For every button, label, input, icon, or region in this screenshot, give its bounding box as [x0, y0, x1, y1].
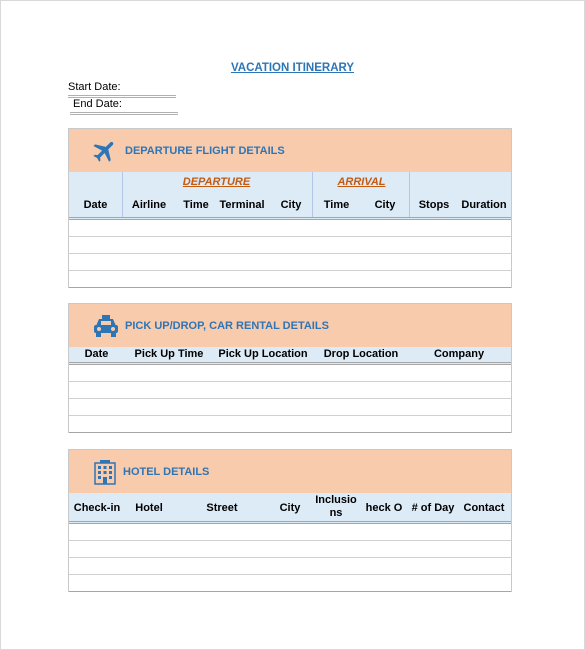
col-date: Date — [84, 348, 109, 360]
table-row[interactable] — [69, 399, 511, 416]
col-check-in: Check-in — [73, 502, 121, 514]
car-section-title: PICK UP/DROP, CAR RENTAL DETAILS — [125, 319, 329, 332]
table-row[interactable] — [69, 558, 511, 575]
col-departure-time: Time — [183, 199, 209, 211]
col-city: City — [279, 502, 301, 514]
table-row[interactable] — [69, 575, 511, 592]
page-title: VACATION ITINERARY — [230, 62, 355, 74]
car-section — [68, 303, 512, 433]
arrival-group-label: ARRIVAL — [337, 176, 386, 188]
col-date: Date — [83, 199, 108, 211]
table-row[interactable] — [69, 541, 511, 558]
hotel-section — [68, 449, 512, 592]
table-row[interactable] — [69, 220, 511, 237]
table-row[interactable] — [69, 416, 511, 433]
end-date-label: End Date: — [73, 98, 122, 110]
departure-group-label: DEPARTURE — [182, 176, 251, 188]
flight-section-header — [69, 129, 511, 172]
hotel-section-title: HOTEL DETAILS — [123, 465, 210, 478]
col-hotel: Hotel — [135, 502, 163, 514]
col-departure-city: City — [280, 199, 302, 211]
col-drop-location: Drop Location — [323, 348, 399, 360]
airplane-icon — [91, 137, 119, 165]
col-terminal: Terminal — [219, 199, 265, 211]
flight-section — [68, 128, 512, 288]
col-pickup-location: Pick Up Location — [218, 348, 308, 360]
start-date-field[interactable] — [68, 81, 176, 98]
end-date-field[interactable] — [70, 98, 178, 115]
col-arrival-time: Time — [323, 199, 350, 211]
start-date-label: Start Date: — [68, 81, 121, 93]
col-stops: Stops — [418, 199, 450, 211]
col-pickup-time: Pick Up Time — [134, 348, 204, 360]
table-row[interactable] — [69, 237, 511, 254]
flight-section-title: DEPARTURE FLIGHT DETAILS — [125, 144, 285, 157]
table-row[interactable] — [69, 382, 511, 399]
car-column-header — [69, 347, 511, 365]
hotel-column-header — [69, 493, 511, 524]
col-days: # of Day — [411, 502, 455, 514]
col-arrival-city: City — [374, 199, 396, 211]
col-duration: Duration — [461, 199, 507, 211]
hotel-icon — [93, 459, 117, 485]
table-row[interactable] — [69, 365, 511, 382]
col-contact: Contact — [463, 502, 505, 514]
col-airline: Airline — [131, 199, 167, 211]
hotel-section-header — [69, 450, 511, 493]
table-row[interactable] — [69, 254, 511, 271]
col-street: Street — [206, 502, 238, 514]
car-icon — [93, 314, 119, 338]
car-section-header — [69, 304, 511, 347]
col-company: Company — [433, 348, 485, 360]
col-check-out: heck O — [365, 502, 403, 514]
col-inclusions: Inclusio ns — [315, 494, 357, 519]
table-row[interactable] — [69, 524, 511, 541]
flight-column-header — [69, 172, 511, 220]
table-row[interactable] — [69, 271, 511, 288]
